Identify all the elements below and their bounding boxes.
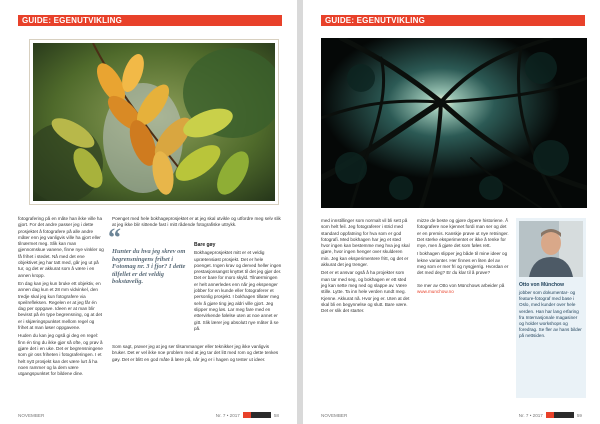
paragraph: Som sagt, prøver jeg at jeg ser tilsammanger eller teknikker jeg ikke vanligvis bruker. Det er vel ikke noe problem med at jeg tar det litt med rom og dette tenkes gøy. Det er blitt en god måte å lære på, når jeg er i hagen og tester ut ideer. bbox=[112, 344, 279, 362]
right-page bbox=[303, 0, 600, 424]
portrait-illustration bbox=[519, 221, 583, 277]
paragraph: En dag kan jeg kun bruke ett objektiv, en annen dag kun et 28 mm vidvinkel, den tredje skal jeg kun fotografere via speilrefleksen. Regelen er at jeg får én dag per oppgave. Ideen er at man blir bevisst på én type begrensning, og at det er i skjæringspunktet mellom regel og frihet at man løser oppgavene. bbox=[18, 280, 103, 331]
canopy-illustration bbox=[321, 38, 587, 208]
pull-quote bbox=[108, 223, 190, 286]
page-number: 58 bbox=[273, 412, 279, 418]
pull-quote-text: Hunter du hva jeg skrev om begrensningens frihet i Fotomag nr. 3 i fjor? I dette tilfellet er det veldig bokstavelig. bbox=[112, 248, 186, 286]
author-portrait bbox=[519, 221, 583, 277]
byline-text: Se mer av Otto von Münchows arbeider på bbox=[417, 282, 505, 288]
issue-number: Nr. 7 • 2017 bbox=[215, 412, 240, 418]
tree-canopy-photo bbox=[321, 38, 587, 208]
leaves-illustration bbox=[33, 43, 278, 204]
website-link[interactable]: www.munchow.no bbox=[417, 288, 454, 294]
body-column-4 bbox=[112, 344, 282, 365]
author-name: Otto von Münchow bbox=[519, 282, 564, 288]
paragraph: Poenget med hele bokhageprosjektet er at jeg skal utvikle og utfordre meg selv slik at jeg ikke blir sittende fast i mitt rådende fotografiske uttrykk. bbox=[112, 216, 281, 228]
paragraph: Bokhageprosjektet mitt er et veldig uprætensiøst prosjekt. Det er hele poenget. Ingen krav og derved heller ingen prestasjonsangst knyttet til det jeg gjør der. Det er bare for moro skyld. Tilnærmingen er helt annerledes enn når jeg ekspenger jobber for en kunde eller fotograferer et personlig prosjekt. I bokhagen tillater meg selv å gjøre ting jeg aldri ville gjort. Jeg slipper meg løs. Lar meg fare med en ettervirkende følelse uten at noe annet er gitt. Slik lærer jeg absolutt nye måter å se på. bbox=[194, 250, 282, 331]
author-sidebar bbox=[516, 218, 586, 398]
body-intro bbox=[112, 216, 282, 231]
magazine-logo bbox=[546, 412, 574, 418]
section-header: GUIDE: EGENUTVIKLING bbox=[18, 15, 282, 26]
body-column-1 bbox=[321, 218, 411, 316]
paragraph: mizze de beste og gjøre dypere historiene. Å fotografere noe kjennet fordi man ser og det er en premis. Kanskje prøve ut nye retninger. Det sterke eksperimentet er ikke å tenke for mye, men å gjøre det som føles rett. bbox=[417, 218, 509, 249]
section-header: GUIDE: EGENUTVIKLING bbox=[321, 15, 585, 26]
paragraph: fotografering på en måte han ikke ville ha gjort. For det andre passer jeg i dette prosjektet å fotografere på alle andre måter enn jeg vanligvis ville ha gjort eller tilnærmet meg. Slik kan man gjennomskue vanene, finne nye vinkler og få frihet i stedet. Nå med det ene objektivet jeg har tatt med, går jeg ut på tur, og det er akkurat som å være i en annen kropp. bbox=[18, 216, 104, 278]
left-page bbox=[0, 0, 297, 424]
page-footer bbox=[18, 412, 279, 418]
page-number: 59 bbox=[576, 412, 582, 418]
paragraph: I bokhagen slipper jeg både til mine ideer og lekne varianter. Her finnes en liten del av meg som er mer fri og nysgjerrig. Hvordan er det med deg? Er du klar til å prøve? bbox=[417, 251, 509, 276]
autumn-leaves-photo bbox=[30, 40, 278, 204]
footer-month: NOVEMBER bbox=[321, 412, 348, 418]
quote-mark-icon: “ bbox=[108, 223, 121, 252]
page-footer bbox=[321, 412, 582, 418]
issue-number: Nr. 7 • 2017 bbox=[518, 412, 543, 418]
paragraph: Det er et ansvar også å ha projekter som man tar med seg, og bokhagen er ett sted jeg kan sette meg ned og slappe av. Være stille. Lytte. Ta inn hele verden rundt meg. Kjenne. Akkurat nå. Hvor jeg er. Uten at det skal bli en begynnelse og slutt. Bare være. Det er slik det starter. bbox=[321, 270, 410, 314]
paragraph: Huden du kan jeg også gi deg en regel: finn én ting du ikke gjør så ofte, og prøv å gjøre det i en uke. Det er begrensningene som gir oss friheten i fotograferingen. I et helt nytt prosjekt kan det være lurt å ha noen rammer og la dem være utgangspunktet for bildene dine. bbox=[18, 333, 103, 377]
footer-month: NOVEMBER bbox=[18, 412, 45, 418]
body-column-1 bbox=[18, 216, 104, 379]
body-column-3 bbox=[194, 240, 282, 334]
footer-center bbox=[519, 412, 582, 418]
subheading: Bare gøy bbox=[194, 242, 216, 248]
author-bio: jobber som dokumentar- og feature-fotograf med base i Oslo, med kunder over hele verden. Han har lang erfaring fra Internasjonale magasiner og holder workshops og foredrag. Se fler av hans bilder på nettsiden. bbox=[519, 290, 582, 339]
byline bbox=[417, 283, 509, 296]
paragraph: med innstillinger som normalt vil bli sett på som helt feil. Jeg fotograferer i strid med standard oppfatning for hva som er god fotografi. Med bokhagen har jeg et sted hvor ingen kan bestemme meg hva jeg skal gjøre, hvor ingen henger over skulderen min. Jeg kan eksperimentere fritt, og det er akkurat det jeg trenger. bbox=[321, 218, 410, 268]
body-column-2 bbox=[417, 218, 509, 297]
footer-center bbox=[216, 412, 279, 418]
magazine-logo bbox=[243, 412, 271, 418]
